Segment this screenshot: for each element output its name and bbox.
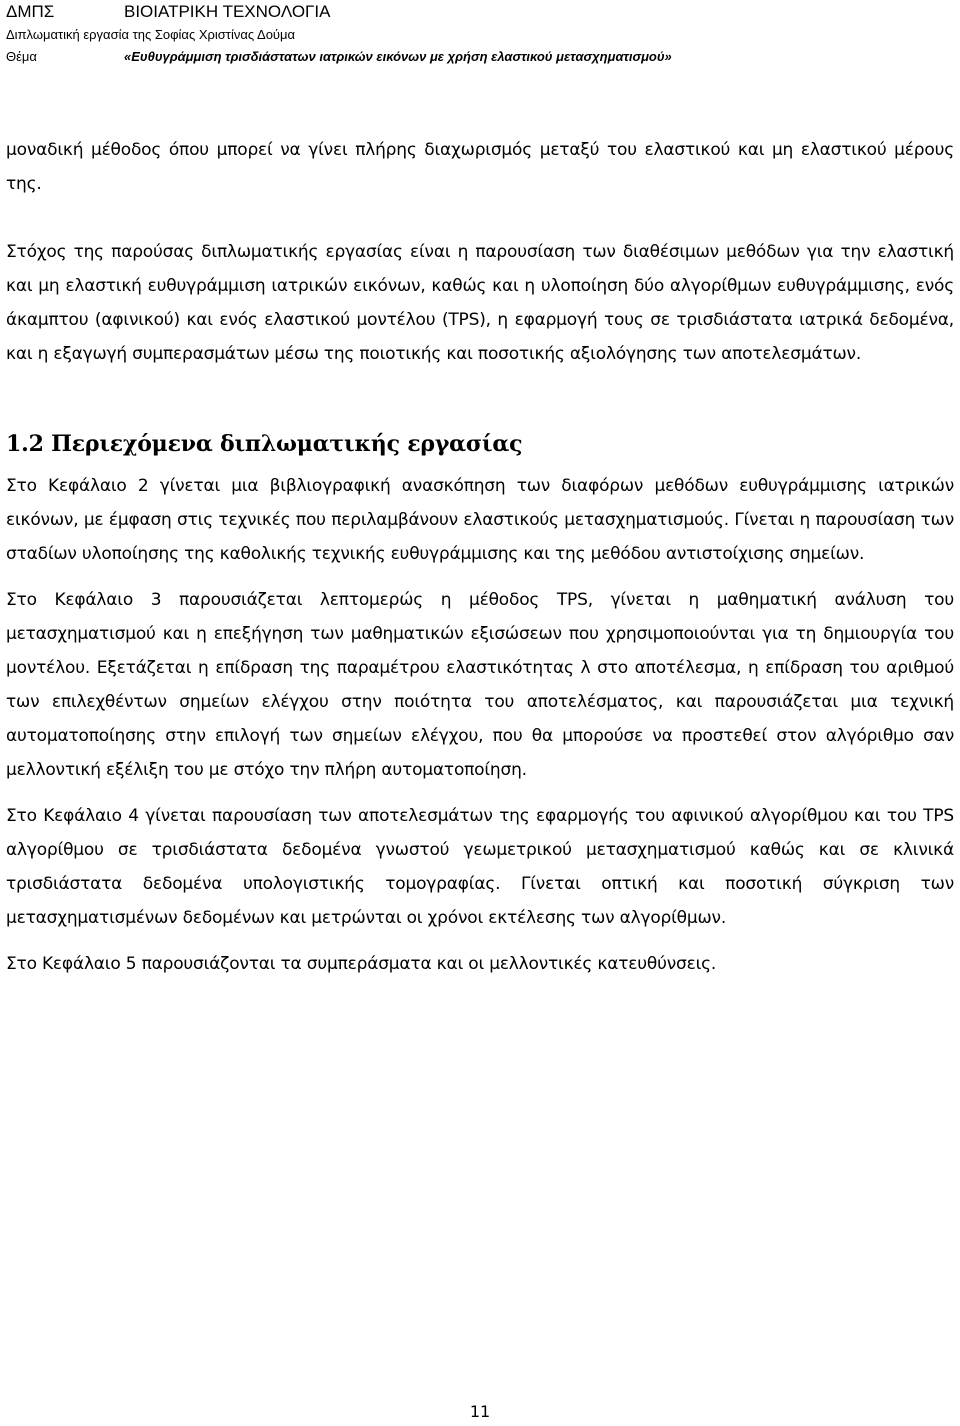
header-thesis-line: Διπλωματική εργασία της Σοφίας Χριστίνας Δούμα (6, 27, 296, 42)
document-body (6, 133, 954, 981)
header-program: ΒΙΟΙΑΤΡΙΚΗ ΤΕΧΝΟΛΟΓΙΑ (124, 2, 331, 21)
header-row-thesis (6, 24, 946, 46)
paragraph-chapter-3: Στο Κεφάλαιο 3 παρουσιάζεται λεπτομερώς η μέθοδος TPS, γίνεται η μαθηματική ανάλυση του μετασχηματισμού και η επεξήγηση των μαθηματικών εξισώσεων που χρησιμοποιούνται για τη δημιουργία του μοντέλου. Εξετάζεται η επίδραση της παραμέτρου ελαστικότητας λ στο αποτέλεσμα, η επίδραση του αριθμού των επιλεχθέντων σημείων ελέγχου στην ποιότητα του αποτελέσματος, και παρουσιάζεται μια τεχνική αυτοματοποίησης στην επιλογή των σημείων ελέγχου, που θα μπορούσε να προστεθεί στον αλγόριθμο σαν μελλοντική εξέλιξη του με στόχο την πλήρη αυτοματοποίηση. (6, 590, 954, 780)
section-heading: 1.2 Περιεχόμενα διπλωματικής εργασίας (6, 431, 523, 457)
paragraph-goal: Στόχος της παρούσας διπλωματικής εργασίας είναι η παρουσίαση των διαθέσιμων μεθόδων για την ελαστική και μη ελαστική ευθυγράμμιση ιατρικών εικόνων, καθώς και η υλοποίηση δύο αλγορίθμων ευθυγράμμισης, ενός άκαμπτου (αφινικού) και ενός ελαστικού μοντέλου (TPS), η εφαρμογή τους σε τρισδιάστατα ιατρικά δεδομένα, και η εξαγωγή συμπερασμάτων μέσω της ποιοτικής και ποσοτικής αξιολόγησης των αποτελεσμάτων. (6, 242, 954, 364)
header-row-topic (6, 46, 946, 68)
page-number: 11 (469, 1402, 491, 1421)
header-row-program (6, 0, 946, 24)
header-org: ΔΜΠΣ (6, 2, 55, 21)
paragraph-intro: μοναδική μέθοδος όπου μπορεί να γίνει πλήρης διαχωρισμός μεταξύ του ελαστικού και μη ελαστικού μέρους της. (6, 140, 954, 194)
paragraph-chapter-5: Στο Κεφάλαιο 5 παρουσιάζονται τα συμπεράσματα και οι μελλοντικές κατευθύνσεις. (6, 954, 717, 974)
page-header (6, 0, 946, 68)
paragraph-chapter-2: Στο Κεφάλαιο 2 γίνεται μια βιβλιογραφική ανασκόπηση των διαφόρων μεθόδων ευθυγράμμισης ιατρικών εικόνων, με έμφαση στις τεχνικές που περιλαμβάνουν ελαστικούς μετασχηματισμούς. Γίνεται η παρουσίαση των σταδίων υλοποίησης της καθολικής τεχνικής ευθυγράμμισης και της μεθόδου αντιστοίχισης σημείων. (6, 476, 954, 564)
paragraph-chapter-4: Στο Κεφάλαιο 4 γίνεται παρουσίαση των αποτελεσμάτων της εφαρμογής του αφινικού αλγορίθμου και του TPS αλγορίθμου σε τρισδιάστατα δεδομένα γνωστού γεωμετρικού μετασχηματισμού καθώς και σε κλινικά τρισδιάστατα δεδομένα υπολογιστικής τομογραφίας. Γίνεται οπτική και ποσοτική σύγκριση των μετασχηματισμένων δεδομένων και μετρώνται οι χρόνοι εκτέλεσης των αλγορίθμων. (6, 806, 954, 928)
header-topic: «Ευθυγράμμιση τρισδιάστατων ιατρικών εικόνων με χρήση ελαστικού μετασχηματισμού» (124, 49, 672, 64)
header-topic-label: Θέμα (6, 49, 37, 64)
